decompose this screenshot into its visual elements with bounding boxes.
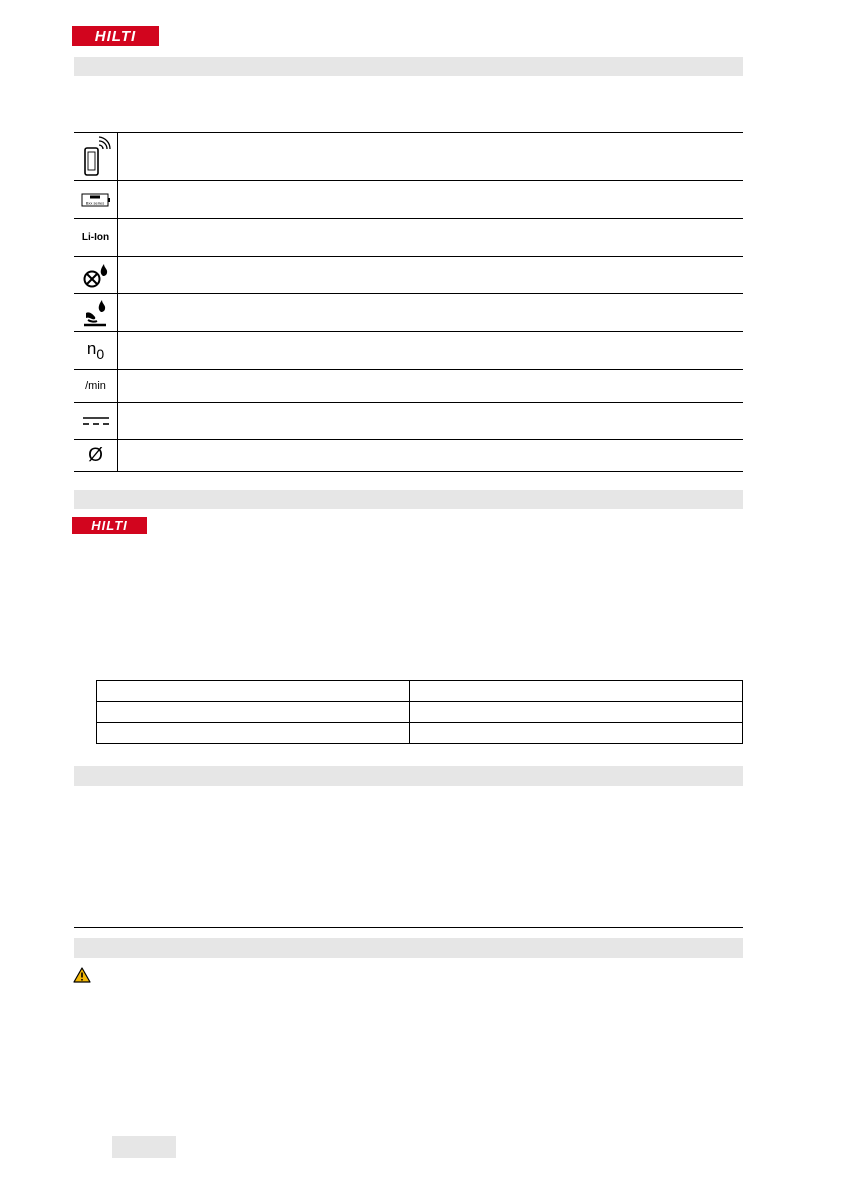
section-header-bar (74, 490, 743, 509)
li-ion-text: Li-Ion (81, 232, 110, 243)
symbol-row (74, 370, 743, 403)
diameter-symbol: Ø (88, 444, 103, 466)
warning-triangle-icon (73, 967, 91, 983)
divider (74, 927, 743, 928)
section-header-bar (74, 766, 743, 786)
section-header-bar (74, 57, 743, 76)
table-row (97, 702, 743, 723)
symbol-row (74, 440, 743, 471)
table-row (97, 681, 743, 702)
data-table (96, 680, 743, 744)
direct-current-icon (82, 415, 110, 427)
n0-symbol: $n_0$ (86, 339, 105, 362)
symbol-row (74, 133, 743, 181)
battery-series-label-icon (81, 193, 111, 207)
symbol-row (74, 257, 743, 294)
svg-text:Bxx series: Bxx series (85, 200, 104, 205)
section-header-bar (74, 938, 743, 958)
hand-fire-icon (82, 298, 110, 328)
symbol-row (74, 332, 743, 370)
symbol-row (74, 219, 743, 257)
radio-device-icon (81, 136, 111, 178)
symbol-row (74, 181, 743, 219)
hilti-logo: HILTI (72, 517, 147, 534)
hilti-logo: HILTI (72, 26, 159, 46)
no-fire-icon (82, 260, 110, 290)
page-number-box (112, 1136, 176, 1158)
symbol-row (74, 403, 743, 440)
table-row (97, 723, 743, 744)
per-minute-symbol: /min (85, 380, 106, 392)
symbol-row (74, 294, 743, 332)
symbols-table (74, 132, 743, 472)
